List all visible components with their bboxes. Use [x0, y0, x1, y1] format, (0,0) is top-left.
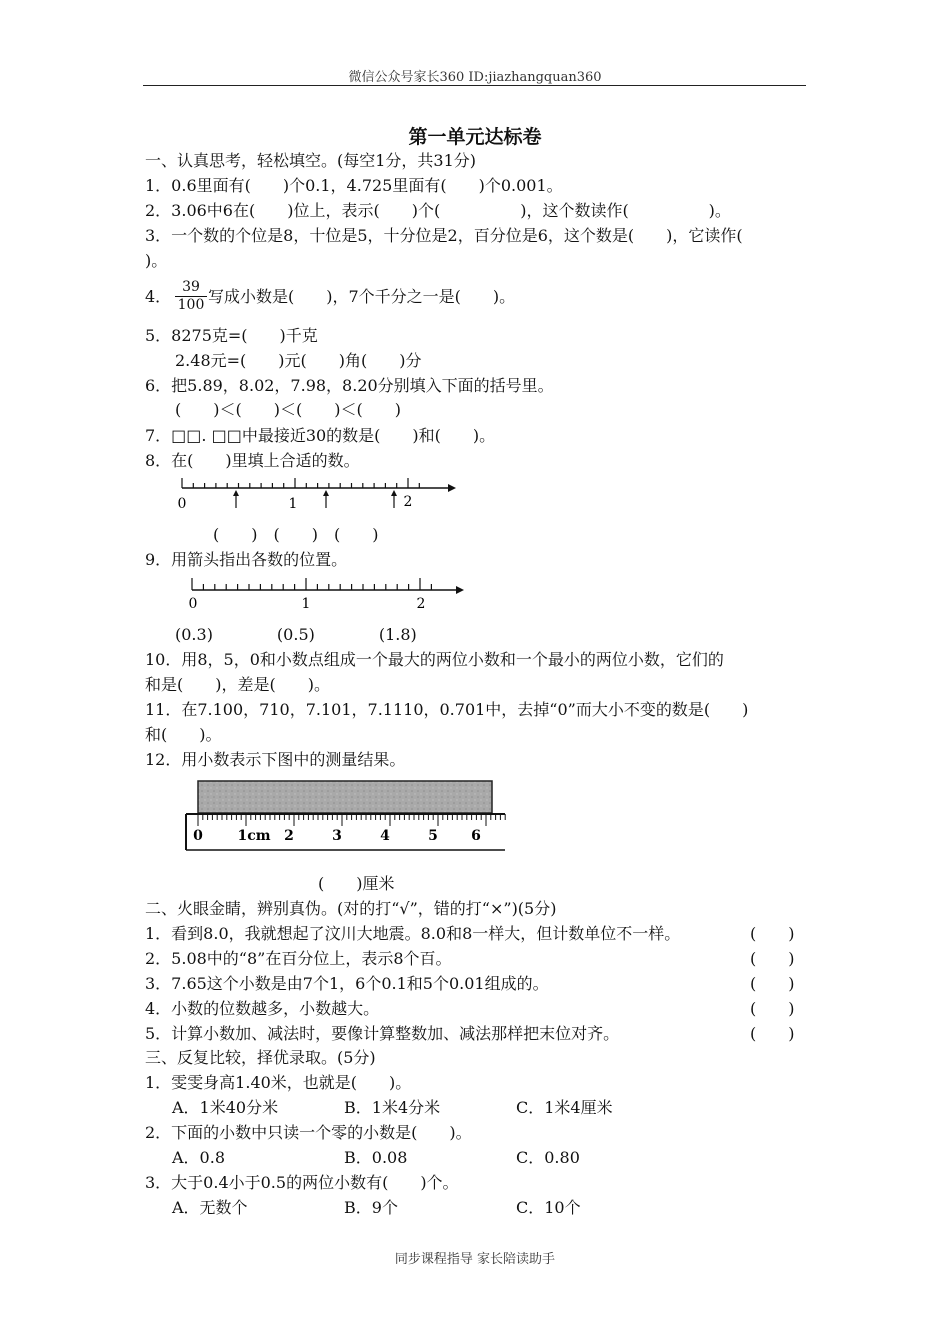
number-line-q9 [180, 574, 470, 614]
answer-bracket: ( ) [750, 924, 795, 943]
section3-heading: 三、反复比较，择优录取。(5分) [145, 1048, 376, 1067]
question-1-7: 7．□□. □□中最接近30的数是( )和( )。 [145, 426, 496, 445]
number-line-q8 [170, 470, 460, 520]
question-1-4-text: 写成小数是( )，7个千分之一是( )。 [208, 287, 516, 306]
option-a: A．无数个 [172, 1198, 248, 1217]
page-title: 第一单元达标卷 [408, 126, 542, 148]
option-a: A．0.8 [172, 1148, 226, 1167]
ruler-label: 5 [428, 828, 438, 844]
option-c: C．0.80 [516, 1148, 580, 1167]
answer-bracket: ( ) [750, 974, 795, 993]
question-2-5: 5．计算小数加、减法时，要像计算整数加、减法那样把末位对齐。 [145, 1024, 620, 1043]
page-footer: 同步课程指导 家长陪读助手 [394, 1252, 556, 1267]
question-1-10-line1: 10．用8，5，0和小数点组成一个最大的两位小数和一个最小的两位小数，它们的 [145, 650, 724, 669]
question-1-3-line2: )。 [145, 251, 168, 270]
question-1-12: 12．用小数表示下图中的测量结果。 [145, 750, 406, 769]
question-2-3: 3．7.65这个小数是由7个1，6个0.1和5个0.01组成的。 [145, 974, 549, 993]
ruler-label: 6 [471, 828, 481, 844]
ruler-label: 0 [193, 828, 203, 844]
option-b: B．1米4分米 [344, 1098, 441, 1117]
question-1-6-line2: ( )＜( )＜( )＜( ) [175, 400, 401, 419]
fraction [175, 279, 207, 314]
question-1-8-blanks: ( ) ( ) ( ) [213, 525, 379, 544]
question-1-3-line1: 3．一个数的个位是8，十位是5，十分位是2，百分位是6，这个数是( )，它读作( [145, 226, 743, 245]
number-line-label: 0 [177, 496, 187, 512]
question-1-6-line1: 6．把5.89，8.02，7.98，8.20分别填入下面的括号里。 [145, 376, 554, 395]
question-2-4: 4．小数的位数越多，小数越大。 [145, 999, 380, 1018]
option-b: B．9个 [344, 1198, 398, 1217]
answer-bracket: ( ) [750, 999, 795, 1018]
option-a: A．1米40分米 [172, 1098, 279, 1117]
question-1-8: 8．在( )里填上合适的数。 [145, 451, 360, 470]
answer-bracket: ( ) [750, 949, 795, 968]
ruler-label: 1cm [237, 828, 271, 844]
question-1-11-line2: 和( )。 [145, 725, 222, 744]
question-3-3: 3．大于0.4小于0.5的两位小数有( )个。 [145, 1173, 459, 1192]
option-c: C．10个 [516, 1198, 581, 1217]
question-1-5-line1: 5．8275克=( )千克 [145, 326, 318, 345]
question-3-2: 2．下面的小数中只读一个零的小数是( )。 [145, 1123, 472, 1142]
section2-heading: 二、火眼金睛，辨别真伪。(对的打“√”，错的打“×”)(5分) [145, 899, 557, 918]
option-c: C．1米4厘米 [516, 1098, 613, 1117]
ruler-label: 3 [332, 828, 342, 844]
header-rule [143, 85, 806, 86]
fraction-denominator: 100 [177, 297, 205, 313]
option-b: B．0.08 [344, 1148, 408, 1167]
question-1-9: 9．用箭头指出各数的位置。 [145, 550, 348, 569]
number-line-label: 1 [288, 496, 298, 512]
question-1-11-line1: 11．在7.100，710，7.101，7.1110，0.701中，去掉“0”而大小不变的数是( ) [145, 700, 749, 719]
question-1-4-prefix: 4． [145, 287, 172, 306]
ruler-label: 2 [284, 828, 294, 844]
question-1-9-values: (0.3) (0.5) (1.8) [175, 625, 417, 644]
question-1-1: 1．0.6里面有( )个0.1，4.725里面有( )个0.001。 [145, 176, 563, 195]
ruler-figure [183, 778, 513, 854]
number-line-label: 2 [403, 494, 413, 510]
number-line-label: 2 [416, 596, 426, 612]
question-3-1: 1．雯雯身高1.40米，也就是( )。 [145, 1073, 412, 1092]
question-2-2: 2．5.08中的“8”在百分位上，表示8个百。 [145, 949, 452, 968]
question-1-10-line2: 和是( )，差是( )。 [145, 675, 330, 694]
ruler-label: 4 [380, 828, 390, 844]
question-1-12-answer: ( )厘米 [318, 874, 395, 893]
measured-object [198, 781, 492, 813]
question-1-2: 2．3.06中6在( )位上，表示( )个( )，这个数读作( )。 [145, 201, 731, 220]
number-line-label: 0 [188, 596, 198, 612]
section1-heading: 一、认真思考，轻松填空。(每空1分，共31分) [145, 151, 477, 170]
fraction-numerator: 39 [175, 279, 207, 297]
question-1-5-line2: 2.48元=( )元( )角( )分 [175, 351, 422, 370]
page-header: 微信公众号家长360 ID:jiazhangquan360 [348, 70, 602, 85]
question-2-1: 1．看到8.0，我就想起了汶川大地震。8.0和8一样大，但计数单位不一样。 [145, 924, 681, 943]
number-line-label: 1 [301, 596, 311, 612]
answer-bracket: ( ) [750, 1024, 795, 1043]
